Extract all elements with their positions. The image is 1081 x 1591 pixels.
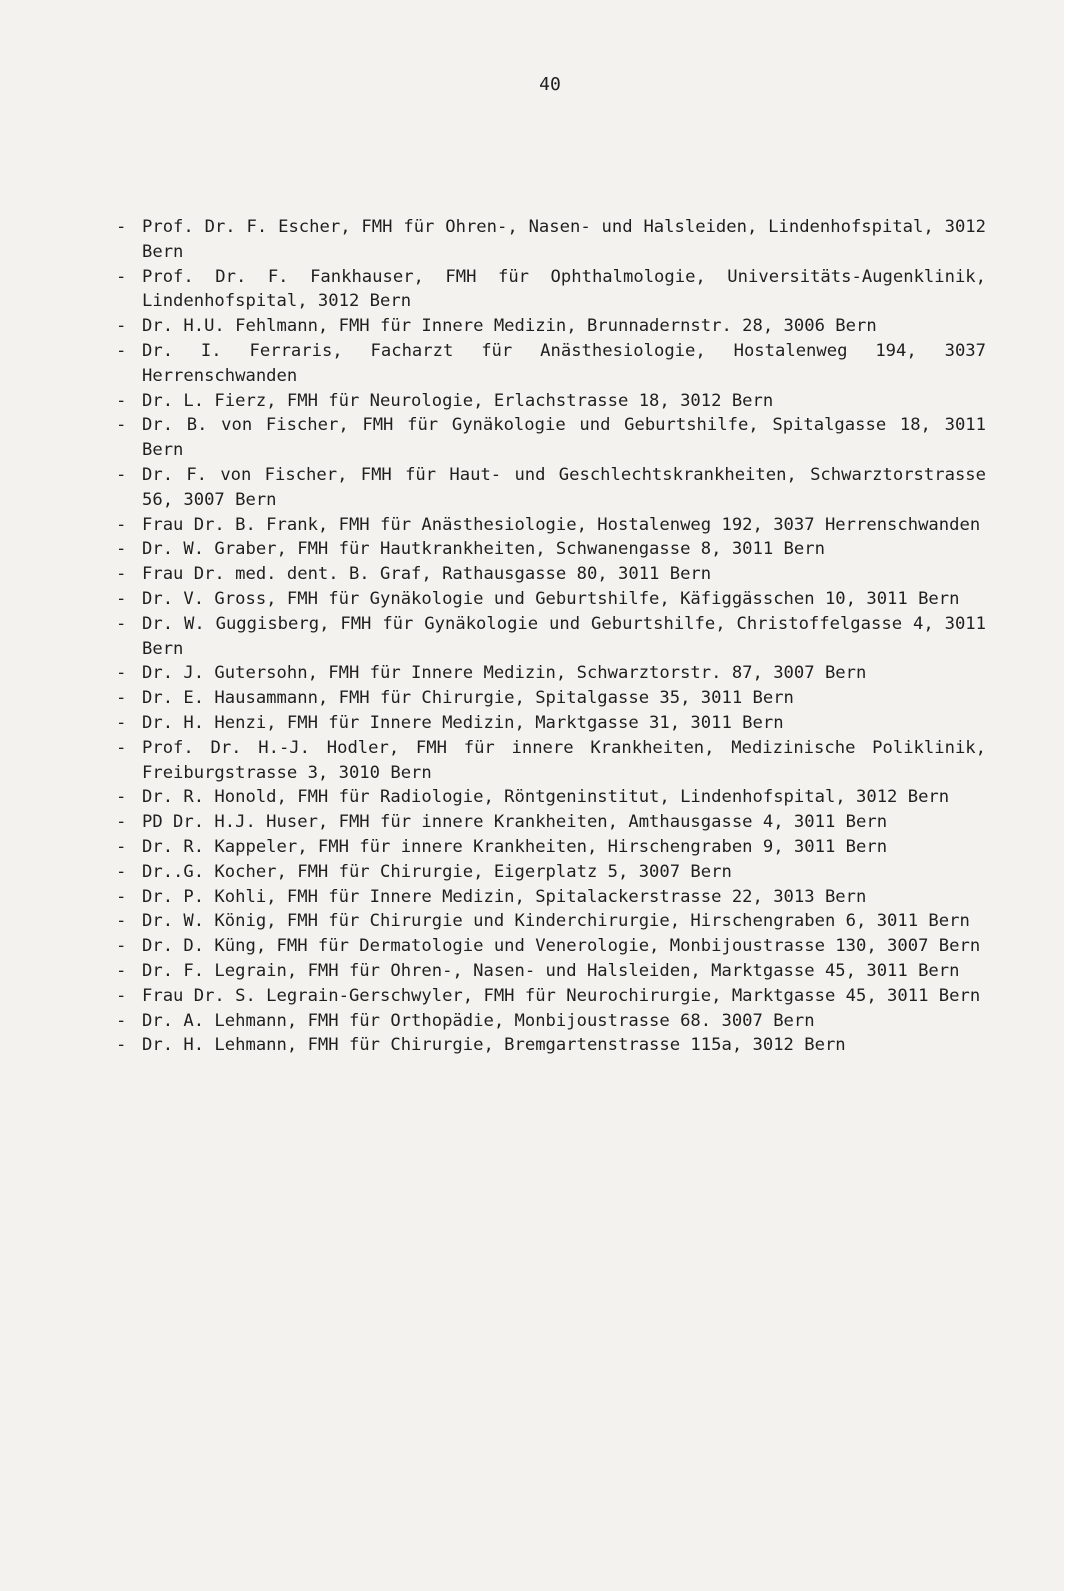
list-item	[116, 612, 986, 662]
entry-text: Dr. W. König, FMH für Chirurgie und Kinderchirurgie, Hirschengraben 6, 3011 Bern	[142, 911, 970, 932]
entry-text: Dr. R. Honold, FMH für Radiologie, Röntgeninstitut, Lindenhofspital, 3012 Bern	[142, 787, 950, 808]
bullet-dash: -	[116, 464, 127, 485]
bullet-dash: -	[116, 886, 127, 907]
entry-text: Frau Dr. S. Legrain-Gerschwyler, FMH für Neurochirurgie, Marktgasse 45, 3011 Bern	[142, 985, 981, 1006]
entry-text: PD Dr. H.J. Huser, FMH für innere Krankheiten, Amthausgasse 4, 3011 Bern	[142, 812, 888, 833]
entry-text: Frau Dr. B. Frank, FMH für Anästhesiologie, Hostalenweg 192, 3037 Herrenschwanden	[142, 514, 981, 535]
bullet-dash: -	[116, 217, 127, 237]
list-item	[116, 587, 986, 612]
list-item	[116, 984, 986, 1009]
list-item	[116, 265, 986, 315]
entry-text: Dr. H.U. Fehlmann, FMH für Innere Medizin, Brunnadernstr. 28, 3006 Bern	[142, 316, 877, 337]
entry-text: Dr. A. Lehmann, FMH für Orthopädie, Monbijoustrasse 68. 3007 Bern	[142, 1010, 815, 1031]
bullet-dash: -	[116, 911, 127, 932]
bullet-dash: -	[116, 960, 127, 981]
list-item	[116, 885, 986, 910]
bullet-dash: -	[116, 415, 127, 436]
bullet-dash: -	[116, 514, 127, 535]
bullet-dash: -	[116, 564, 127, 585]
list-item	[116, 1033, 986, 1058]
entry-text: Dr..G. Kocher, FMH für Chirurgie, Eigerplatz 5, 3007 Bern	[142, 861, 732, 882]
bullet-dash: -	[116, 1035, 127, 1056]
list-item	[116, 1009, 986, 1034]
entry-text: Dr. H. Lehmann, FMH für Chirurgie, Bremgartenstrasse 115a, 3012 Bern	[142, 1035, 846, 1056]
list-item	[116, 909, 986, 934]
list-item	[116, 860, 986, 885]
entry-text: Prof. Dr. F. Escher, FMH für Ohren-, Nasen- und Halsleiden, Lindenhofspital, 3012 Bern	[142, 217, 986, 262]
list-item	[116, 736, 986, 786]
bullet-dash: -	[116, 663, 127, 684]
entry-text: Dr. R. Kappeler, FMH für innere Krankheiten, Hirschengraben 9, 3011 Bern	[142, 836, 888, 857]
bullet-dash: -	[116, 936, 127, 957]
bullet-dash: -	[116, 985, 127, 1006]
list-item	[116, 661, 986, 686]
list-item	[116, 959, 986, 984]
entry-text: Frau Dr. med. dent. B. Graf, Rathausgasse 80, 3011 Bern	[142, 564, 712, 585]
entry-text: Dr. F. von Fischer, FMH für Haut- und Geschlechtskrankheiten, Schwarztorstrasse 56, 3007 Bern	[142, 464, 986, 510]
entry-text: Dr. W. Graber, FMH für Hautkrankheiten, Schwanengasse 8, 3011 Bern	[142, 539, 825, 560]
bullet-dash: -	[116, 688, 127, 709]
entry-text: Prof. Dr. H.-J. Hodler, FMH für innere Krankheiten, Medizinische Poliklinik, Freiburgstrasse 3, 3010 Bern	[142, 737, 986, 783]
list-item	[116, 215, 986, 265]
list-item	[116, 413, 986, 463]
list-item	[116, 389, 986, 414]
entry-text: Dr. L. Fierz, FMH für Neurologie, Erlachstrasse 18, 3012 Bern	[142, 390, 774, 411]
list-item	[116, 785, 986, 810]
bullet-dash: -	[116, 539, 127, 560]
list-item	[116, 562, 986, 587]
entry-text: Dr. P. Kohli, FMH für Innere Medizin, Spitalackerstrasse 22, 3013 Bern	[142, 886, 867, 907]
entry-text: Dr. E. Hausammann, FMH für Chirurgie, Spitalgasse 35, 3011 Bern	[142, 688, 794, 709]
bullet-dash: -	[116, 836, 127, 857]
entry-text: Dr. F. Legrain, FMH für Ohren-, Nasen- und Halsleiden, Marktgasse 45, 3011 Bern	[142, 960, 960, 981]
entry-text: Dr. D. Küng, FMH für Dermatologie und Venerologie, Monbijoustrasse 130, 3007 Bern	[142, 936, 981, 957]
bullet-dash: -	[116, 787, 127, 808]
bullet-dash: -	[116, 613, 127, 634]
entry-text: Dr. I. Ferraris, Facharzt für Anästhesiologie, Hostalenweg 194, 3037 Herrenschwanden	[142, 340, 986, 386]
list-item	[116, 711, 986, 736]
bullet-dash: -	[116, 588, 127, 609]
bullet-dash: -	[116, 390, 127, 411]
list-item	[116, 835, 986, 860]
list-item	[116, 537, 986, 562]
list-item	[116, 686, 986, 711]
entry-text: Dr. H. Henzi, FMH für Innere Medizin, Marktgasse 31, 3011 Bern	[142, 712, 784, 733]
bullet-dash: -	[116, 861, 127, 882]
entry-text: Dr. W. Guggisberg, FMH für Gynäkologie und Geburtshilfe, Christoffelgasse 4, 3011 Bern	[142, 613, 986, 659]
bullet-dash: -	[116, 266, 127, 287]
bullet-dash: -	[116, 340, 127, 361]
bullet-dash: -	[116, 737, 127, 758]
page-edge	[1064, 0, 1081, 1591]
entry-text: Prof. Dr. F. Fankhauser, FMH für Ophthalmologie, Universitäts-Augenklinik, Lindenhofspital, 3012 Bern	[142, 266, 986, 312]
list-item	[116, 314, 986, 339]
physician-list	[116, 215, 986, 1058]
list-item	[116, 934, 986, 959]
entry-text: Dr. V. Gross, FMH für Gynäkologie und Geburtshilfe, Käfiggässchen 10, 3011 Bern	[142, 588, 960, 609]
list-item	[116, 810, 986, 835]
entry-text: Dr. B. von Fischer, FMH für Gynäkologie und Geburtshilfe, Spitalgasse 18, 3011 Bern	[142, 415, 986, 461]
page-number: 40	[539, 74, 561, 95]
bullet-dash: -	[116, 812, 127, 833]
list-item	[116, 339, 986, 389]
list-item	[116, 513, 986, 538]
bullet-dash: -	[116, 712, 127, 733]
entry-text: Dr. J. Gutersohn, FMH für Innere Medizin, Schwarztorstr. 87, 3007 Bern	[142, 663, 867, 684]
bullet-dash: -	[116, 1010, 127, 1031]
bullet-dash: -	[116, 316, 127, 337]
list-item	[116, 463, 986, 513]
